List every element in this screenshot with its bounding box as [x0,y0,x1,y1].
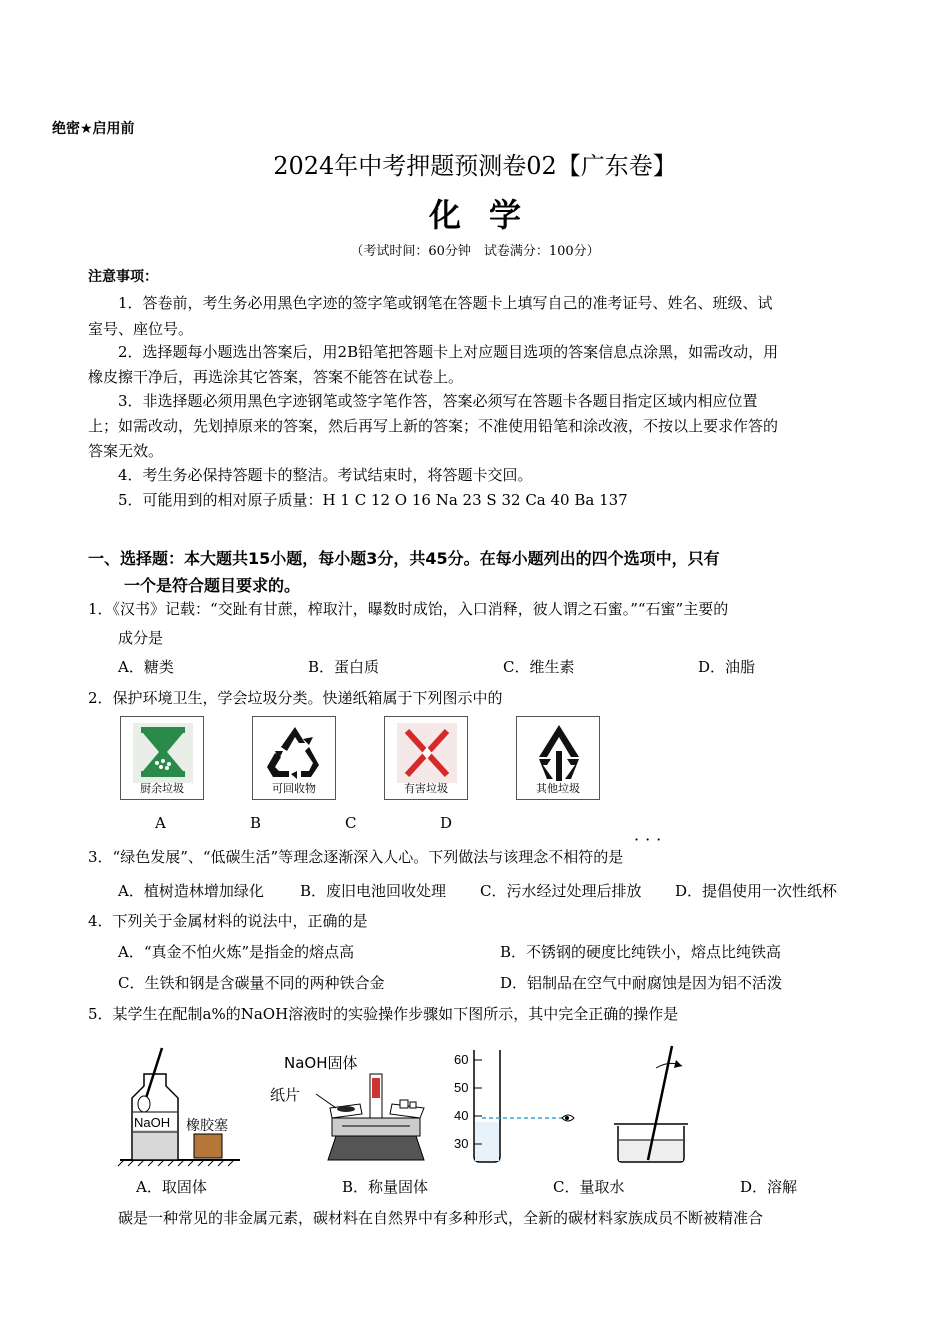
q2-letter-c: C [345,814,357,832]
q3-emphasis-dots: ··· [634,830,668,849]
notice-heading: 注意事项： [88,269,158,285]
q3-stem: 3．“绿色发展”、“低碳生活”等理念逐渐深入人心。下列做法与该理念不相符的是 [88,848,624,866]
weighing-figure [316,1074,424,1160]
notice-line: 4．考生务必保持答题卡的整洁。考试结束时，将答题卡交回。 [118,466,533,484]
q5-option-a: A．取固体 [136,1178,207,1196]
q4-stem: 4．下列关于金属材料的说法中，正确的是 [88,912,368,930]
section-heading: 一、选择题：本大题共15小题，每小题3分，共45分。在每小题列出的四个选项中，只有 [88,549,720,568]
section-heading-cont: 一个是符合题目要求的。 [124,576,301,595]
q5-option-b: B．称量固体 [342,1178,429,1196]
passage-text: 碳是一种常见的非金属元素，碳材料在自然界中有多种形式，全新的碳材料家族成员不断被精准合 [118,1209,764,1227]
q4-option-b: B．不锈钢的硬度比纯铁小，熔点比纯铁高 [500,943,782,961]
recyclable-bin [252,716,336,800]
naoh-bottle-label: NaOH [134,1115,171,1130]
other-waste-bin [516,716,600,800]
q3-option-b: B．废旧电池回收处理 [300,882,447,900]
cylinder-mark-40: 40 [454,1108,469,1123]
notice-line: 2．选择题每小题选出答案后，用2B铅笔把答题卡上对应题目选项的答案信息点涂黑，如需改动，用 [118,343,779,361]
subject-title: 化学 [428,196,549,234]
q4-option-c: C．生铁和钢是含碳量不同的两种铁合金 [118,974,385,992]
q3-option-d: D．提倡使用一次性纸杯 [675,882,838,900]
notice-line: 室号、座位号。 [88,320,194,338]
time-info: （考试时间：60分钟 试卷满分：100分） [350,244,600,259]
q4-option-a: A．“真金不怕火炼”是指金的熔点高 [118,943,355,961]
q1-option-a: A．糖类 [118,658,174,676]
q2-letter-d: D [440,814,453,832]
cylinder-mark-50: 50 [454,1080,469,1095]
q2-stem: 2．保护环境卫生，学会垃圾分类。快递纸箱属于下列图示中的 [88,689,503,707]
bin-caption: 有害垃圾 [404,782,448,795]
q3-option-a: A．植树造林增加绿化 [118,882,264,900]
notice-line: 橡皮擦干净后，再选涂其它答案，答案不能答在试卷上。 [88,368,464,386]
q2-letter-b: B [250,814,262,832]
measuring-cylinder-figure [474,1050,574,1162]
bin-caption: 其他垃圾 [536,782,580,795]
naoh-solid-label: NaOH固体 [284,1054,358,1072]
q4-option-d: D．铝制品在空气中耐腐蚀是因为铝不活泼 [500,974,783,992]
stopper-label: 橡胶塞 [186,1118,228,1134]
q5-stem: 5．某学生在配制a%的NaOH溶液时的实验操作步骤如下图所示，其中完全正确的操作是 [88,1005,679,1023]
notice-line: 上；如需改动，先划掉原来的答案，然后再写上新的答案；不准使用铅笔和涂改液，不按以上要求作答的 [88,417,779,435]
q5-option-c: C．量取水 [553,1178,625,1196]
notice-line: 1．答卷前，考生务必用黑色字迹的签字笔或钢笔在答题卡上填写自己的准考证号、姓名、班级、试 [118,294,773,312]
bin-caption: 可回收物 [272,782,316,795]
paper-label: 纸片 [270,1086,301,1104]
q1-option-b: B．蛋白质 [308,658,380,676]
notice-line: 3．非选择题必须用黑色字迹钢笔或签字笔作答，答案必须写在答题卡各题目指定区域内相应位置 [118,392,758,410]
secret-label: 绝密★启用前 [52,121,135,137]
q3-option-c: C．污水经过处理后排放 [480,882,642,900]
kitchen-waste-bin [120,716,204,800]
q2-letter-a: A [155,814,166,832]
bin-caption: 厨余垃圾 [140,782,184,795]
dissolving-figure [614,1046,688,1162]
q1-option-d: D．油脂 [698,658,756,676]
hazardous-bin [384,716,468,800]
q1-stem: 1．《汉书》记载：“交趾有甘蔗，榨取汁，曝数时成饴，入口消释，彼人谓之石蜜。”“石蜜”主要的 [88,600,729,618]
q5-option-d: D．溶解 [740,1178,798,1196]
q1-stem-cont: 成分是 [118,629,164,647]
cylinder-mark-60: 60 [454,1052,469,1067]
cylinder-mark-30: 30 [454,1136,469,1151]
notice-line: 5．可能用到的相对原子质量：H 1 C 12 O 16 Na 23 S 32 Ca 40 Ba 137 [118,491,628,509]
q1-option-c: C．维生素 [503,658,575,676]
exam-title: 2024年中考押题预测卷02【广东卷】 [273,152,677,180]
notice-line: 答案无效。 [88,442,164,460]
taking-solid-figure [118,1048,240,1166]
q5-experiment-figure [110,1038,850,1168]
